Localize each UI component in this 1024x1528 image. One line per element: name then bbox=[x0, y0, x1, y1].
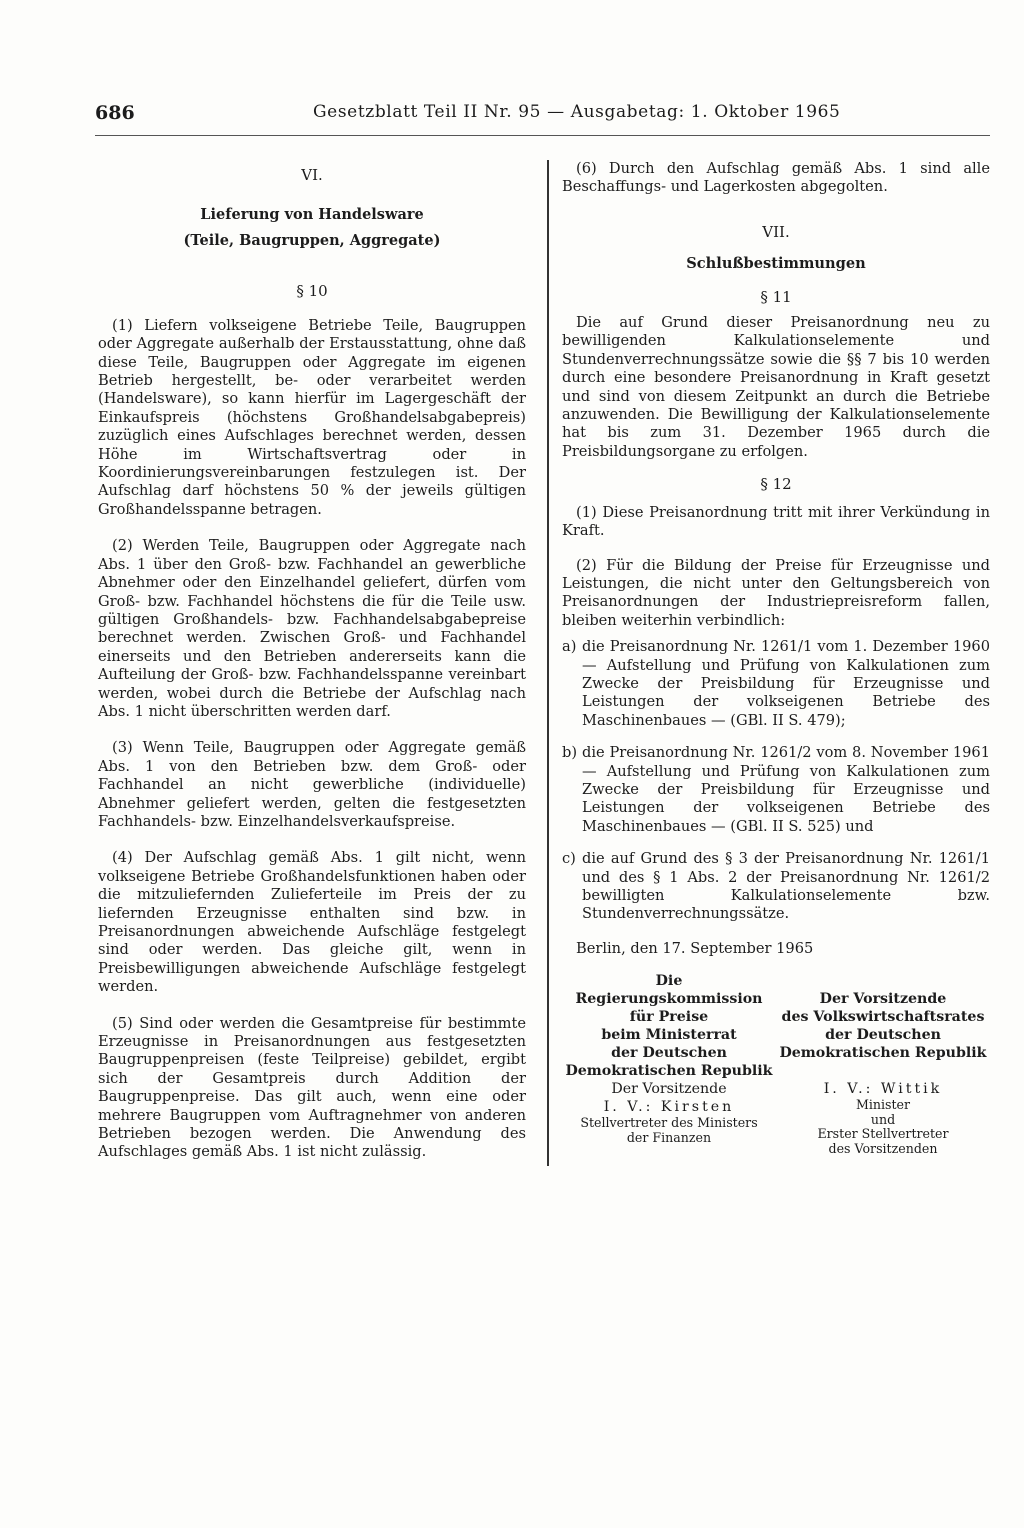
sig-line: Erster Stellvertreter bbox=[817, 1126, 949, 1142]
section-heading: § 10 bbox=[296, 282, 328, 301]
header-rule bbox=[95, 135, 990, 136]
list-item-text: die Preisanordnung Nr. 1261/1 vom 1. Dezember 1960 — Aufstellung und Prüfung von Kalkulationen zum Zwecke der Preisbildung für Erzeugnisse und Leistungen der volkseigenen Betriebe des Maschinenbaues — (GBl. II S. 479); bbox=[582, 638, 990, 729]
list-item bbox=[562, 850, 990, 924]
part-subtitle: (Teile, Baugruppen, Aggregate) bbox=[183, 232, 441, 250]
list-item-label: c) bbox=[562, 850, 576, 868]
list-item bbox=[562, 744, 990, 836]
section-heading: § 12 bbox=[760, 475, 792, 494]
sig-line: der Finanzen bbox=[626, 1129, 712, 1145]
paragraph-1: (1) Liefern volkseigene Betriebe Teile, Baugruppen oder Aggregate außerhalb der Erstausstattung, ohne daß diese Teile, Baugruppen oder Aggregate im eigenen Betrieb hergestellt, be- oder verarbeitet werden (Handelsware), so kann hierfür im Lagergeschäft der Einkaufspreis (höchstens Großhandelsabgabepreis) zuzüglich eines Aufschlages berechnet werden, dessen Höhe im Wirtschaftsvertrag oder in Koordinierungsvereinbarungen festzulegen ist. Der Aufschlag darf höchstens 50 % der jeweils gültigen Großhandelsspanne betragen. bbox=[98, 316, 526, 518]
list-item-text: die Preisanordnung Nr. 1261/2 vom 8. November 1961 — Aufstellung und Prüfung von Kalkulationen zum Zwecke der Preisbildung für Erzeugnisse und Leistungen der volkseigenen Betriebe des Maschinenbaues — (GBl. II S. 525) und bbox=[582, 744, 990, 835]
page-header bbox=[95, 102, 990, 132]
list-item bbox=[562, 638, 990, 730]
sig-line: der Deutschen bbox=[611, 1045, 727, 1062]
sig-line: Die Regierungskommission bbox=[575, 973, 763, 1008]
part-title: Schlußbestimmungen bbox=[686, 255, 866, 273]
paragraph-5: (5) Sind oder werden die Gesamtpreise für bestimmte Erzeugnisse in Preisanordnungen aus festgesetzten Baugruppenpreisen (feste Teilpreise) gebildet, ergibt sich der Gesamtpreis durch Addition der Baugruppenpreise. Das gilt auch, wenn eine oder mehrere Baugruppen vom Auftragnehmer von anderen Betrieben bezogen werden. Die Anwendung des Aufschlages gemäß Abs. 1 ist nicht zulässig. bbox=[98, 1014, 526, 1161]
list-item-label: a) bbox=[562, 638, 577, 656]
list-item-text: die auf Grund des § 3 der Preisanordnung Nr. 1261/1 und des § 1 Abs. 2 der Preisanordnung Nr. 1261/2 bewilligten Kalkulationselemente bzw. Stundenverrechnungssätze. bbox=[582, 850, 990, 923]
sig-line: des Volkswirtschaftsrates bbox=[781, 1009, 985, 1026]
sig-line: des Vorsitzenden bbox=[828, 1140, 938, 1156]
sig-line: Der Vorsitzende bbox=[819, 991, 947, 1008]
sig-line: für Preise bbox=[629, 1009, 709, 1026]
part-number: VI. bbox=[301, 166, 323, 184]
signature-block bbox=[562, 972, 990, 1156]
section-12-paragraph-1: (1) Diese Preisanordnung tritt mit ihrer Verkündung in Kraft. bbox=[562, 503, 990, 540]
sig-line: und bbox=[870, 1111, 896, 1127]
sig-line: der Deutschen bbox=[825, 1027, 941, 1044]
part-title: Lieferung von Handelsware bbox=[200, 206, 424, 224]
sig-line: Stellvertreter des Ministers bbox=[580, 1115, 758, 1131]
column-divider bbox=[547, 160, 549, 1166]
signature-left bbox=[562, 972, 776, 1156]
signatory-name: I. V.: Wittik bbox=[823, 1081, 943, 1098]
list-item-label: b) bbox=[562, 744, 578, 762]
right-column bbox=[562, 160, 990, 1156]
running-head: Gesetzblatt Teil II Nr. 95 — Ausgabetag: 1. Oktober 1965 bbox=[313, 102, 841, 122]
paragraph-4: (4) Der Aufschlag gemäß Abs. 1 gilt nicht, wenn volkseigene Betriebe Großhandelsfunktionen haben oder die mitzuliefernden Zulieferteile im Preis der zu liefernden Erzeugnisse enthalten sind bzw. in Preisanordnungen abweichende Aufschläge festgelegt sind oder werden. Das gleiche gilt, wenn in Preisbewilligungen abweichende Aufschläge festgelegt werden. bbox=[98, 849, 526, 996]
signature-right bbox=[776, 972, 990, 1156]
left-column bbox=[98, 160, 526, 1162]
sig-line: Demokratischen Republik bbox=[779, 1045, 987, 1062]
sig-line: Der Vorsitzende bbox=[611, 1081, 727, 1098]
section-heading: § 11 bbox=[760, 287, 792, 306]
section-11-text: Die auf Grund dieser Preisanordnung neu zu bewilligenden Kalkulationselemente und Stundenverrechnungssätze sowie die §§ 7 bis 10 werden durch eine besondere Preisanordnung in Kraft gesetzt und sind von diesem Zeitpunkt an durch die Betriebe anzuwenden. Die Bewilligung der Kalkulationselemente hat bis zum 31. Dezember 1965 durch die Preisbildungsorgane zu erfolgen. bbox=[562, 314, 990, 460]
paragraph-6: (6) Durch den Aufschlag gemäß Abs. 1 sind alle Beschaffungs- und Lagerkosten abgegolten. bbox=[562, 160, 990, 196]
sig-line: Minister bbox=[855, 1097, 911, 1113]
sig-line: Demokratischen Republik bbox=[565, 1063, 773, 1080]
paragraph-2: (2) Werden Teile, Baugruppen oder Aggregate nach Abs. 1 über den Groß- bzw. Fachhandel an gewerbliche Abnehmer oder den Einzelhandel geliefert, dürfen vom Groß- bzw. Fachhandel höchstens die für die Teile usw. gültigen Großhandels- bzw. Fachhandelsabgabepreise berechnet werden. Zwischen Groß- und Fachhandel einerseits und den Betrieben andererseits kann die Aufteilung der Groß- bzw. Fachhandelsspanne vereinbart werden, wobei durch die Betriebe der Aufschlag nach Abs. 1 nicht überschritten werden darf. bbox=[98, 537, 526, 720]
place-date: Berlin, den 17. September 1965 bbox=[576, 939, 814, 957]
signatory-name: I. V.: Kirsten bbox=[603, 1099, 735, 1116]
page-number: 686 bbox=[95, 102, 135, 124]
sig-line: beim Ministerrat bbox=[601, 1027, 737, 1044]
part-number: VII. bbox=[762, 222, 790, 241]
section-12-paragraph-2: (2) Für die Bildung der Preise für Erzeugnisse und Leistungen, die nicht unter den Geltungsbereich von Preisanordnungen der Industriepreisreform fallen, bleiben weiterhin verbindlich: bbox=[562, 556, 990, 629]
paragraph-3: (3) Wenn Teile, Baugruppen oder Aggregate gemäß Abs. 1 von den Betrieben bzw. dem Groß- oder Fachhandel an nicht gewerbliche (individuelle) Abnehmer geliefert werden, gelten die festgesetzten Fachhandels- bzw. Einzelhandelsverkaufspreise. bbox=[98, 739, 526, 830]
